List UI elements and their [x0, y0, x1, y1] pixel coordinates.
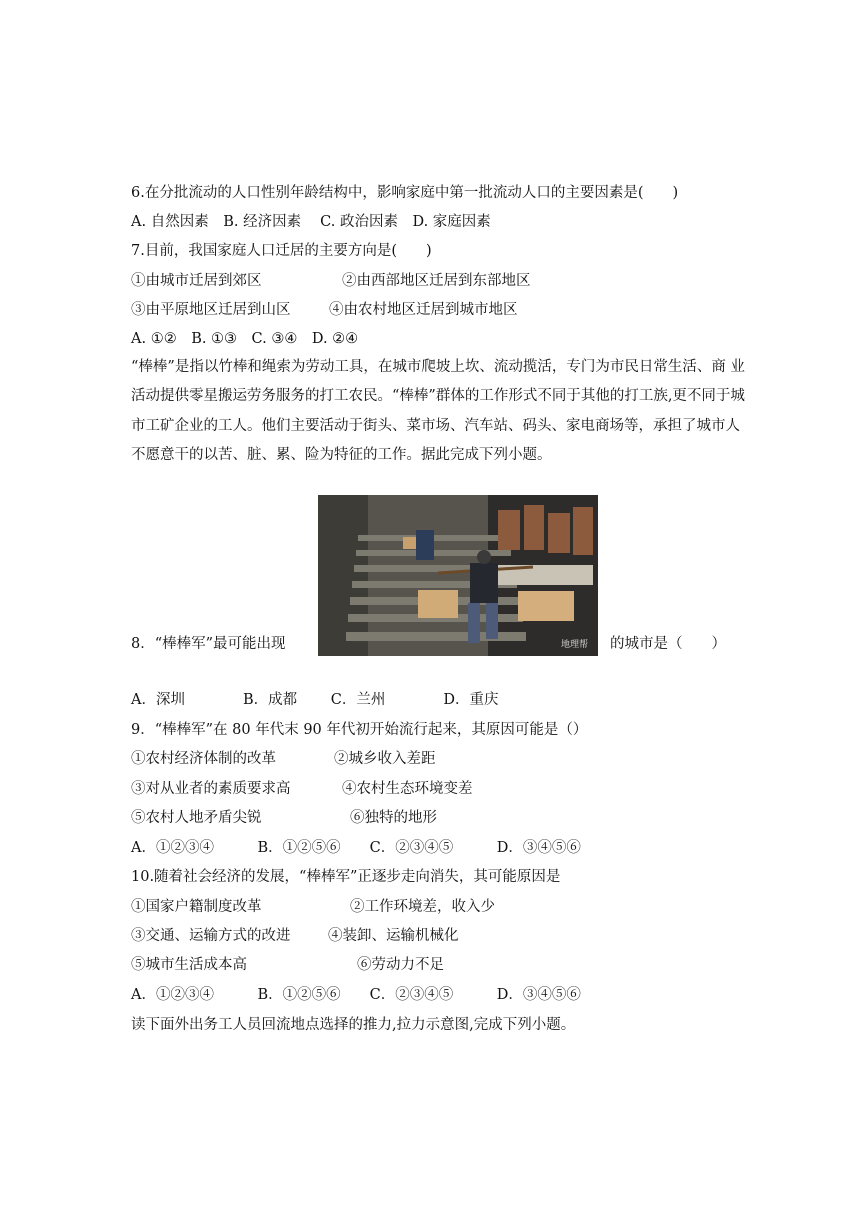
q9-choice-1: ①农村经济体制的改革 — [131, 751, 276, 767]
stairs-porter-image — [318, 495, 598, 656]
q6-stem: 6.在分批流动的人口性别年龄结构中，影响家庭中第一批流动人口的主要因素是( ) — [131, 185, 679, 201]
next-section-intro: 读下面外出务工人员回流地点选择的推力,拉力示意图,完成下列小题。 — [131, 1017, 576, 1033]
photo-watermark: 地理帮 — [560, 640, 588, 650]
q7-choice-3: ③由平原地区迁居到山区 — [131, 302, 291, 318]
q9-choice-3: ③对从业者的素质要求高 — [131, 781, 291, 797]
q9-choice-2: ②城乡收入差距 — [334, 751, 436, 767]
q8-stem-after: 的城市是（ ） — [610, 636, 726, 652]
q10-choice-6: ⑥劳动力不足 — [357, 957, 444, 973]
q8-stem-before: 8．“棒棒军”最可能出现 — [131, 636, 286, 652]
material-paragraph: “棒棒”是指以竹棒和绳索为劳动工具，在城市爬坡上坎、流动揽活，专门为市民日常生活、商 业活动提供零星搬运劳务服务的打工农民。“棒棒”群体的工作形式不同于其他的打工族,更不同于城市工矿企业的工人。他们主要活动于街头、菜市场、汽车站、码头、家电商场等，承担了城市人不愿意干的以苦、脏、累、险为特征的工作。据此完成下列小题。 — [131, 359, 745, 463]
q10-stem: 10.随着社会经济的发展，“棒棒军”正逐步走向消失，其可能原因是 — [131, 869, 561, 885]
q10-choice-5: ⑤城市生活成本高 — [131, 957, 247, 973]
q10-choice-2: ②工作环境差，收入少 — [350, 899, 495, 915]
q7-options: A. ①② B. ①③ C. ③④ D. ②④ — [131, 331, 359, 347]
q9-choice-4: ④农村生态环境变差 — [342, 781, 473, 797]
q9-choice-5: ⑤农村人地矛盾尖锐 — [131, 810, 262, 826]
q8-options: A．深圳 B．成都 C．兰州 D．重庆 — [131, 692, 499, 708]
q7-choice-2: ②由西部地区迁居到东部地区 — [342, 273, 531, 289]
q9-stem: 9．“棒棒军”在 80 年代末 90 年代初开始流行起来，其原因可能是（） — [131, 722, 588, 738]
q9-options: A．①②③④ B．①②⑤⑥ C．②③④⑤ D．③④⑤⑥ — [131, 840, 581, 856]
q6-options: A. 自然因素 B. 经济因素 C. 政治因素 D. 家庭因素 — [131, 214, 491, 230]
q10-choice-3: ③交通、运输方式的改进 — [131, 928, 291, 944]
q10-choice-1: ①国家户籍制度改革 — [131, 899, 262, 915]
q7-choice-4: ④由农村地区迁居到城市地区 — [329, 302, 518, 318]
q10-choice-4: ④装卸、运输机械化 — [328, 928, 459, 944]
q7-choice-1: ①由城市迁居到郊区 — [131, 273, 262, 289]
q9-choice-6: ⑥独特的地形 — [350, 810, 437, 826]
q7-stem: 7.目前，我国家庭人口迁居的主要方向是( ) — [131, 243, 432, 259]
q10-options: A．①②③④ B．①②⑤⑥ C．②③④⑤ D．③④⑤⑥ — [131, 987, 581, 1003]
bangbang-photo — [318, 495, 598, 656]
